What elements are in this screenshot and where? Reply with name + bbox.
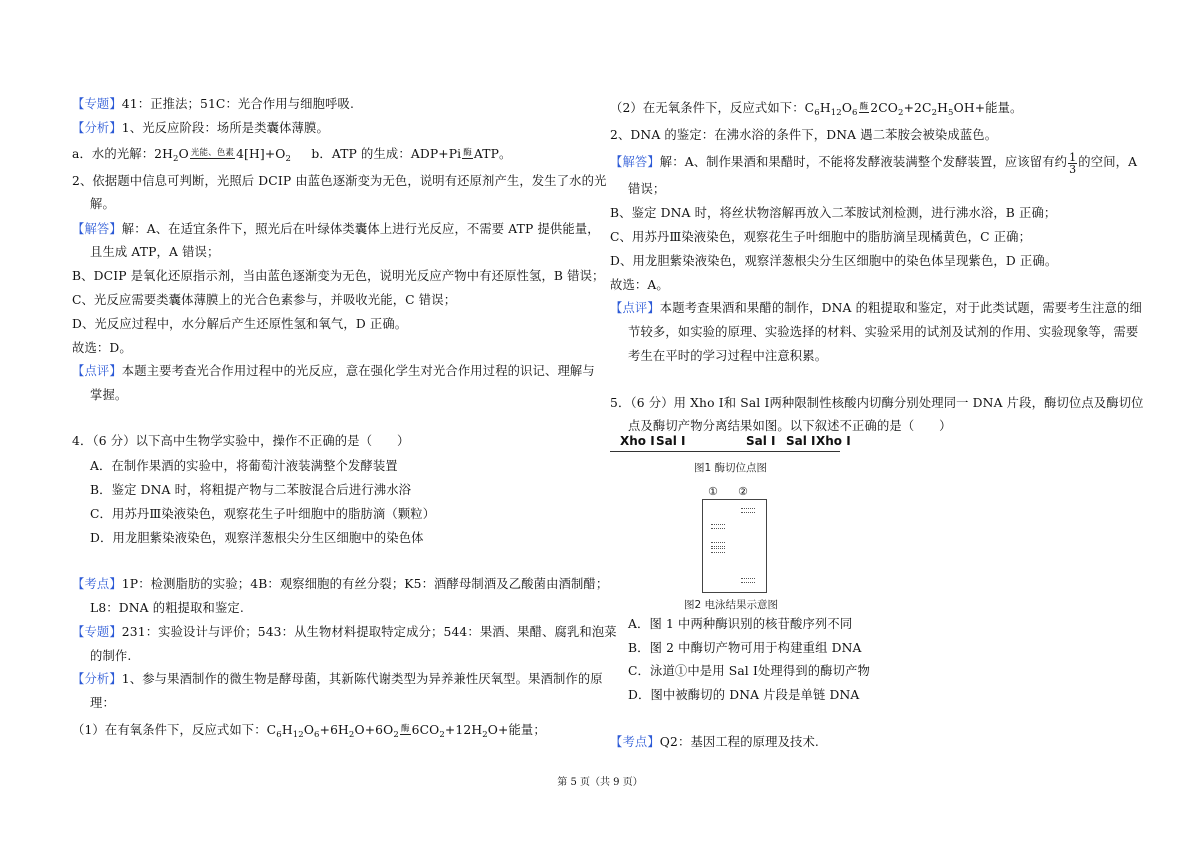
equation-line: a．水的光解：$2H_2O$ 光能、色素 $4[H]+O_2$ b．ATP 的生成：ADP+Pi 酶 ATP。 (72, 147, 512, 164)
sal-label: Sal Ⅰ (786, 434, 816, 448)
text-line: 且生成 ATP，A 错误； (90, 245, 220, 259)
option-a: A．图 1 中两种酶识别的核苷酸序列不同 (628, 617, 853, 631)
text-line: 解。 (90, 197, 115, 211)
left-column (72, 0, 617, 848)
text-line: 节较多，如实验的原理、实验选择的材料、实验采用的试剂及试剂的作用、实验现象等，需要 (628, 325, 1139, 339)
text-line: B、DCIP 是氧化还原指示剂，当由蓝色逐渐变为无色，说明光反应产物中有还原性氢，B 错误； (72, 269, 605, 283)
option-d: D．用龙胆紫染液染色，观察洋葱根尖分生区细胞中的染色体 (90, 531, 424, 545)
gel-band (711, 542, 725, 547)
reaction-arrow: 酶 (400, 724, 410, 734)
kaodian-line: 【考点】1P：检测脂肪的实验；4B：观察细胞的有丝分裂；K5：酒酵母制酒及乙酸菌由酒制醋； (72, 577, 609, 591)
option-c: C．用苏丹Ⅲ染液染色，观察花生子叶细胞中的脂肪滴（颗粒） (90, 507, 436, 521)
analysis-line: 【分析】1、光反应阶段：场所是类囊体薄膜。 (72, 121, 329, 135)
option-d: D．图中被酶切的 DNA 片段是单链 DNA (628, 688, 860, 702)
gel-box (702, 499, 767, 593)
analysis-line: 【分析】1、参与果酒制作的微生物是酵母菌，其新陈代谢类型为异养兼性厌氧型。果酒制作的原 (72, 672, 603, 686)
text-line: L8：DNA 的粗提取和鉴定. (90, 601, 244, 615)
reaction-arrow: 酶 (463, 148, 472, 158)
figure-1-caption: 图1 酶切位点图 (694, 462, 768, 474)
option-c: C．泳道①中是用 Sal Ⅰ处理得到的酶切产物 (628, 664, 870, 678)
figure-1-restriction-map (610, 434, 850, 474)
dna-segment-line (610, 451, 840, 452)
xho-label: Xho Ⅰ (816, 434, 851, 448)
text-line: D、用龙胆紫染液染色，观察洋葱根尖分生区细胞中的染色体呈现紫色，D 正确。 (610, 254, 1058, 268)
text-line: B、鉴定 DNA 时，将丝状物溶解再放入二苯胺试剂检测，进行沸水浴，B 正确； (610, 206, 1057, 220)
kaodian-line: 【考点】Q2：基因工程的原理及技术. (610, 735, 819, 749)
reaction-arrow: 光能、色素 (190, 148, 235, 158)
text-line: 故选：A。 (610, 278, 669, 292)
gel-band (711, 524, 725, 529)
text-line: 掌握。 (90, 388, 128, 402)
text-line: 考生在平时的学习过程中注意积累。 (628, 349, 828, 363)
topic-line: 【专题】41：正推法；51C：光合作用与细胞呼吸. (72, 97, 355, 111)
question-5-cont: 点及酶切产物分离结果如图。以下叙述不正确的是（ ） (628, 419, 952, 433)
option-b: B．鉴定 DNA 时，将粗提产物与二苯胺混合后进行沸水浴 (90, 483, 412, 497)
right-column (610, 0, 1150, 848)
figure-2-caption: 图2 电泳结果示意图 (684, 599, 779, 611)
lane-2-label: ② (738, 485, 748, 498)
option-a: A．在制作果酒的实验中，将葡萄汁液装满整个发酵装置 (90, 459, 398, 473)
lane-1-label: ① (708, 485, 718, 498)
sal-label: Sal Ⅰ (746, 434, 776, 448)
text-line: C、光反应需要类囊体薄膜上的光合色素参与，并吸收光能，C 错误； (72, 293, 457, 307)
text-line: 错误； (628, 182, 666, 196)
gel-band (711, 548, 725, 553)
gel-band (741, 508, 755, 513)
text-line: C、用苏丹Ⅲ染液染色，观察花生子叶细胞中的脂肪滴呈现橘黄色，C 正确； (610, 230, 1032, 244)
comment-line: 【点评】本题考查果酒和果醋的制作，DNA 的粗提取和鉴定，对于此类试题，需要考生注意的细 (610, 301, 1142, 315)
topic-line: 【专题】231：实验设计与评价；543：从生物材料提取特定成分；544：果酒、果醋、腐乳和泡菜 (72, 625, 617, 639)
xho-label: Xho Ⅰ (620, 434, 655, 448)
question-4: 4．（6 分）以下高中生物学实验中，操作不正确的是（ ） (72, 434, 410, 448)
reaction-arrow: 酶 (859, 102, 869, 112)
sal-label: Sal Ⅰ (656, 434, 686, 448)
comment-line: 【点评】本题主要考查光合作用过程中的光反应，意在强化学生对光合作用过程的识记、理解与 (72, 364, 595, 378)
fraction-one-third: $\frac{1}{3}$ (1069, 151, 1077, 176)
text-line: 2、依据题中信息可判断，光照后 DCIP 由蓝色逐渐变为无色，说明有还原剂产生，发生了水的光 (72, 174, 607, 188)
equation-line: （2）在无氧条件下，反应式如下：$C_6H_{12}O_6$酶 $2CO_2+2C_2H_5OH+$能量。 (610, 101, 1023, 118)
question-5: 5．（6 分）用 Xho Ⅰ和 Sal Ⅰ两种限制性核酸内切酶分别处理同一 DNA 片段，酶切位点及酶切位 (610, 396, 1144, 410)
text-line: 2、DNA 的鉴定：在沸水浴的条件下，DNA 遇二苯胺会被染成蓝色。 (610, 128, 998, 142)
text-line: D、光反应过程中，水分解后产生还原性氢和氧气，D 正确。 (72, 317, 408, 331)
equation-line: （1）在有氧条件下，反应式如下：$C_6H_{12}O_6+6H_2O+6O_2$酶 $6CO_2+12H_2O+$能量； (72, 723, 546, 740)
figure-2-electrophoresis (680, 485, 790, 613)
gel-band (741, 578, 755, 583)
text-line: 理： (90, 696, 115, 710)
page-footer: 第 5 页（共 9 页） (557, 777, 643, 788)
answer-line: 【解答】解：A、在适宜条件下，照光后在叶绿体类囊体上进行光反应，不需要 ATP 提供能量， (72, 222, 600, 236)
option-b: B．图 2 中酶切产物可用于构建重组 DNA (628, 641, 862, 655)
text-line: 故选：D。 (72, 341, 132, 355)
answer-line: 【解答】解：A、制作果酒和果醋时，不能将发酵液装满整个发酵装置，应该留有约 $\frac{1}{3}$ 的空间，A (610, 151, 1138, 176)
text-line: 的制作. (90, 649, 132, 663)
